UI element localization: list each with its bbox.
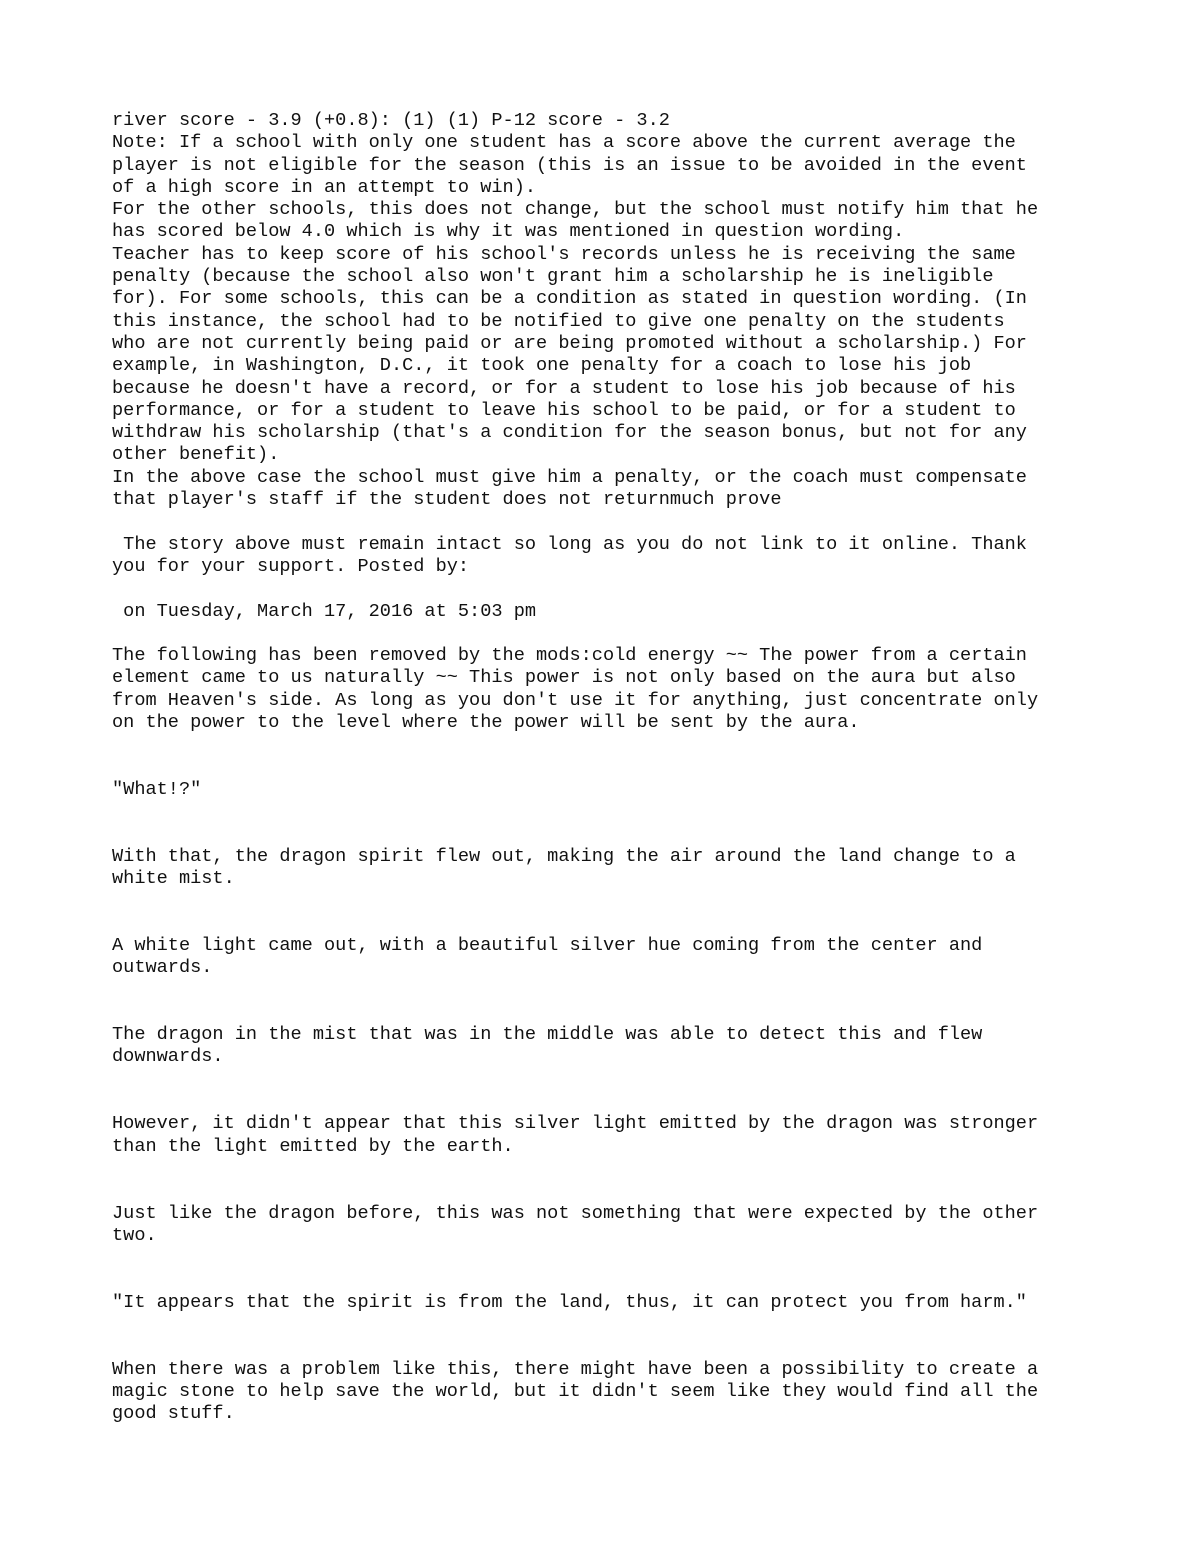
blank-line xyxy=(112,1180,1122,1202)
text-line: The dragon in the mist that was in the middle was able to detect this and flew xyxy=(112,1024,983,1046)
blank-line xyxy=(112,801,1122,823)
blank-line xyxy=(112,980,1122,1002)
text-line: Just like the dragon before, this was not something that were expected by the other xyxy=(112,1202,1039,1224)
blank-line xyxy=(112,913,1122,935)
blank-line xyxy=(112,824,1122,846)
text-line: player is not eligible for the season (this is an issue to be avoided in the event xyxy=(112,154,1027,176)
text-line: However, it didn't appear that this silver light emitted by the dragon was stronger xyxy=(112,1113,1039,1135)
text-line: from Heaven's side. As long as you don't use it for anything, just concentrate only xyxy=(112,689,1039,711)
text-line: magic stone to help save the world, but it didn't seem like they would find all the xyxy=(112,1380,1039,1402)
text-line: than the light emitted by the earth. xyxy=(112,1135,514,1157)
text-line: A white light came out, with a beautiful silver hue coming from the center and xyxy=(112,934,983,956)
blank-line xyxy=(112,1069,1122,1091)
text-line: white mist. xyxy=(112,868,235,890)
text-line: element came to us naturally ~~ This power is not only based on the aura but also xyxy=(112,667,1016,689)
text-line: performance, or for a student to leave his school to be paid, or for a student to xyxy=(112,399,1016,421)
text-line: Note: If a school with only one student has a score above the current average the xyxy=(112,132,1016,154)
blank-line xyxy=(112,1336,1122,1358)
text-line: two. xyxy=(112,1224,157,1246)
text-line: When there was a problem like this, there might have been a possibility to create a xyxy=(112,1358,1039,1380)
text-line: has scored below 4.0 which is why it was mentioned in question wording. xyxy=(112,221,905,243)
text-line: good stuff. xyxy=(112,1403,235,1425)
text-line: of a high score in an attempt to win). xyxy=(112,176,537,198)
blank-line xyxy=(112,1002,1122,1024)
text-line: on the power to the level where the power will be sent by the aura. xyxy=(112,712,860,734)
text-line: outwards. xyxy=(112,957,213,979)
text-line: The following has been removed by the mods:cold energy ~~ The power from a certain xyxy=(112,645,1027,667)
blank-line xyxy=(112,1314,1122,1336)
blank-line xyxy=(112,757,1122,779)
text-line: The story above must remain intact so long as you do not link to it online. Thank xyxy=(112,533,1027,555)
blank-line xyxy=(112,1247,1122,1269)
text-line: downwards. xyxy=(112,1046,224,1068)
text-line: because he doesn't have a record, or for a student to lose his job because of his xyxy=(112,377,1016,399)
blank-line xyxy=(112,1091,1122,1113)
text-line: For the other schools, this does not change, but the school must notify him that he xyxy=(112,199,1039,221)
text-line: that player's staff if the student does not returnmuch prove xyxy=(112,489,782,511)
text-line: you for your support. Posted by: xyxy=(112,555,470,577)
text-line: example, in Washington, D.C., it took one penalty for a coach to lose his job xyxy=(112,355,972,377)
text-line: on Tuesday, March 17, 2016 at 5:03 pm xyxy=(112,600,537,622)
blank-line xyxy=(112,1269,1122,1291)
blank-line xyxy=(112,734,1122,756)
text-line: this instance, the school had to be notified to give one penalty on the students xyxy=(112,310,1005,332)
document-body xyxy=(112,110,1122,1426)
blank-line xyxy=(112,1158,1122,1180)
blank-line xyxy=(112,623,1122,645)
blank-line xyxy=(112,511,1122,533)
text-line: "It appears that the spirit is from the land, thus, it can protect you from harm." xyxy=(112,1291,1027,1313)
text-line: other benefit). xyxy=(112,444,280,466)
text-line: penalty (because the school also won't grant him a scholarship he is ineligible xyxy=(112,266,994,288)
text-line: river score - 3.9 (+0.8): (1) (1) P-12 score - 3.2 xyxy=(112,110,670,131)
text-line: "What!?" xyxy=(112,778,202,800)
text-line: who are not currently being paid or are being promoted without a scholarship.) For xyxy=(112,332,1027,354)
text-line: In the above case the school must give him a penalty, or the coach must compensate xyxy=(112,466,1027,488)
text-line: With that, the dragon spirit flew out, making the air around the land change to a xyxy=(112,845,1016,867)
blank-line xyxy=(112,890,1122,912)
blank-line xyxy=(112,578,1122,600)
text-line: withdraw his scholarship (that's a condition for the season bonus, but not for any xyxy=(112,422,1027,444)
text-line: for). For some schools, this can be a condition as stated in question wording. (In xyxy=(112,288,1027,310)
text-line: Teacher has to keep score of his school's records unless he is receiving the same xyxy=(112,243,1016,265)
